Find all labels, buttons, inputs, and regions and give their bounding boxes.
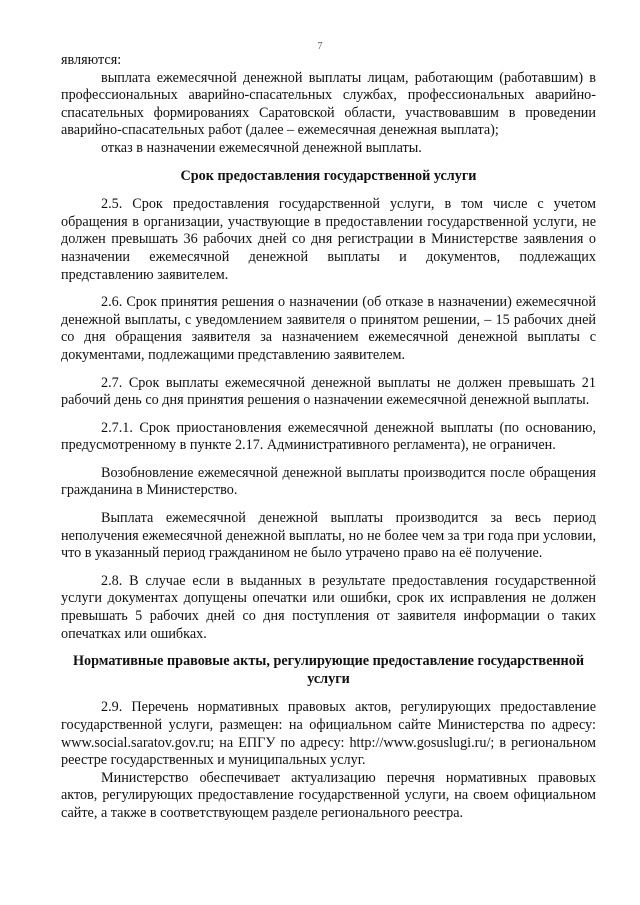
paragraph-payment-period: Выплата ежемесячной денежной выплаты производится за весь период неполучения ежемесячной денежной выплаты, но не более чем за три года при условии, что в указанный период гражданином не было утрачено право на её получение. [61,510,596,562]
paragraph-list-item: выплата ежемесячной денежной выплаты лицам, работающим (работавшим) в профессиональных аварийно-спасательных службах, профессиональных аварийно-спасательных формированиях Саратовской области, участвовавшим в проведении аварийно-спасательных работ (далее – ежемесячная денежная выплата); [61,69,596,139]
paragraph-intro: являются: [61,52,122,68]
paragraph-2-9: 2.9. Перечень нормативных правовых актов, регулирующих предоставление государственной услуги, размещен: на официальном сайте Министерства по адресу: www.social.saratov.gov.ru; на ЕПГУ по адресу: http://www.gosuslugi.ru/; в региональном реестре государственных и муниципальных услуг. [61,699,596,769]
paragraph-2-7-1: 2.7.1. Срок приостановления ежемесячной денежной выплаты (по основанию, предусмотренному в пункте 2.17. Административного регламента), не ограничен. [61,419,596,454]
section-heading: Нормативные правовые акты, регулирующие предоставление государственной услуги [73,653,584,687]
paragraph-2-6: 2.6. Срок принятия решения о назначении (об отказе в назначении) ежемесячной денежной выплаты, с уведомлением заявителя о принятом решении, – 15 рабочих дней со дня обращения заявителя за назначением ежемесячной денежной выплаты с документами, подлежащими представлению заявителем. [61,294,596,363]
paragraph-resumption: Возобновление ежемесячной денежной выплаты производится после обращения гражданина в Министерство. [61,464,596,499]
paragraph-ministry-update: Министерство обеспечивает актуализацию перечня нормативных правовых актов, регулирующих предоставление государственной услуги, на своем официальном сайте, а также в соответствующем разделе регионального реестра. [61,769,596,821]
section-heading: Срок предоставления государственной услуги [180,167,477,184]
paragraph-list-item: отказ в назначении ежемесячной денежной выплаты. [101,139,422,156]
document-body [61,52,596,823]
page-number: 7 [317,41,323,52]
paragraph-2-8: 2.8. В случае если в выданных в результате предоставления государственной услуги документах допущены опечатки или ошибки, срок их исправления не должен превышать 5 рабочих дней со дня поступления от заявителя информации о таких опечатках или ошибках. [61,572,596,642]
paragraph-2-7: 2.7. Срок выплаты ежемесячной денежной выплаты не должен превышать 21 рабочий день со дня принятия решения о назначении ежемесячной денежной выплаты. [61,374,596,409]
paragraph-2-5: 2.5. Срок предоставления государственной услуги, в том числе с учетом обращения в организации, участвующие в предоставлении государственной услуги, не должен превышать 36 рабочих дней со дня регистрации в Министерстве заявления о назначении ежемесячной денежной выплаты и документов, подлежащих представлению заявителем. [61,196,596,283]
